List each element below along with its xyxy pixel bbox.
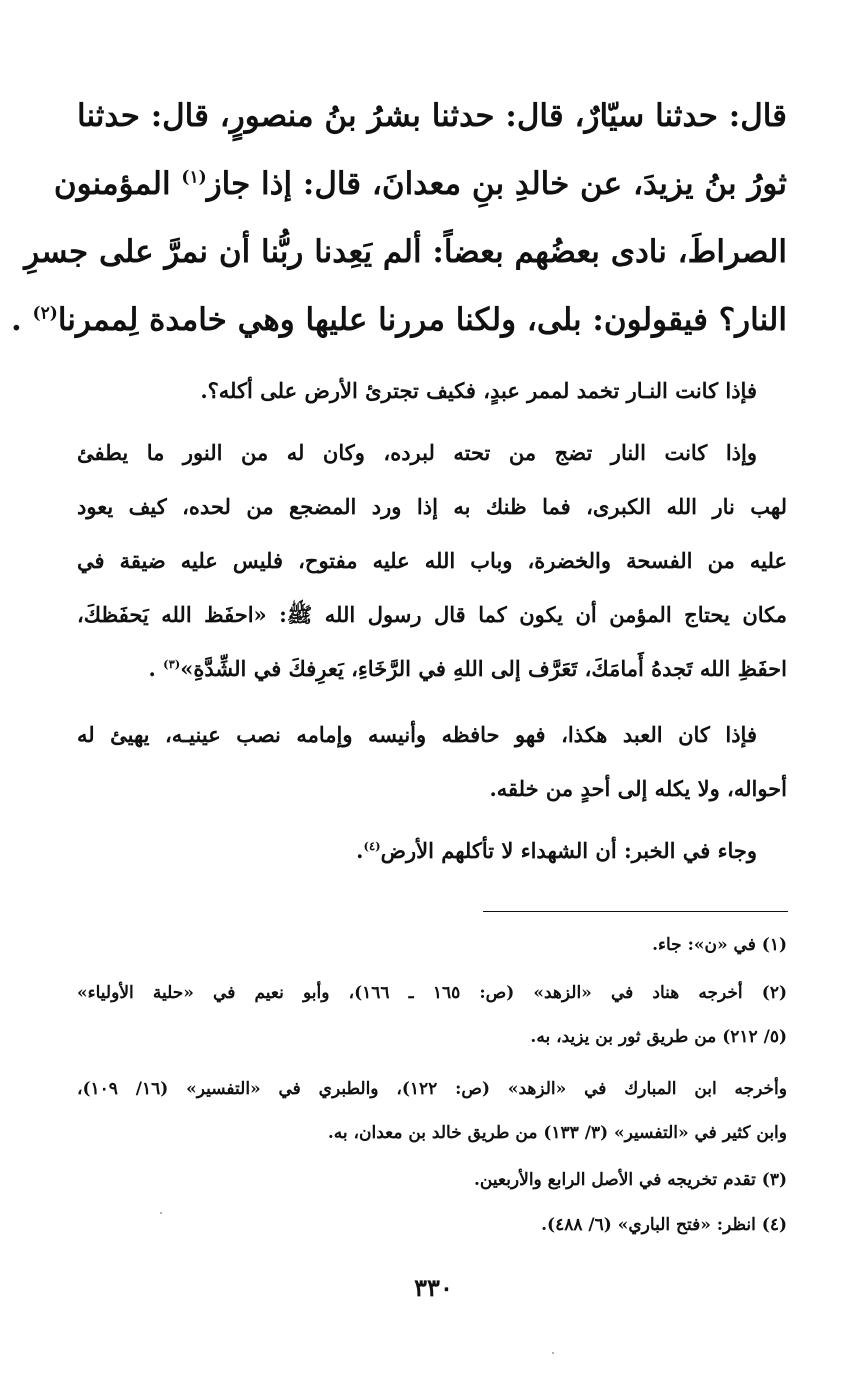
footnote-text: (١) في «ن»: جاء. [652, 935, 787, 955]
footnote-marker: (٣) [163, 657, 181, 671]
footnote-text: وابن كثير في «التفسير» (٣/ ١٣٣) من طريق خالد بن معدان، به. [327, 1123, 787, 1143]
footnote-marker: (٤) [363, 839, 381, 853]
footnote-text: (٢) أخرجه هناد في «الزهد» (ص: ١٦٥ ـ ١٦٦)، وأبو نعيم في «حلية الأولياء» [77, 983, 787, 1003]
commentary-line-6 [77, 656, 787, 681]
footnote-2-line-1 [77, 983, 787, 1003]
commentary-span: فإذا كان العبد هكذا، فهو حافظه وأنيسه وإمامه نصب عينيـه، يهيئ له [77, 722, 757, 747]
main-text-span: ثورُ بنُ يزيدَ، عن خالدِ بنِ معدانَ، قال: إذا جاز [206, 166, 787, 202]
footnote-2-line-4 [77, 1123, 787, 1143]
footnote-2-line-2 [112, 1027, 787, 1047]
commentary-line-4 [77, 548, 787, 573]
main-text-span: الصراطَ، نادى بعضُهم بعضاً: ألم يَعِدنا ربُّنا أن نمرَّ على جسرِ [24, 234, 787, 270]
footnote-text: وأخرجه ابن المبارك في «الزهد» (ص: ١٢٢)، والطبري في «التفسير» (١٦/ ١٠٩)، [77, 1079, 787, 1099]
commentary-span: . [148, 656, 164, 681]
commentary-line-3 [77, 494, 787, 519]
commentary-span: وجاء في الخبر: أن الشهداء لا تأكلهم الأرض [380, 838, 757, 863]
commentary-line-1 [77, 378, 757, 403]
footnote-marker: (١) [181, 167, 207, 188]
footnote-text: (٥/ ٢١٢) من طريق ثور بن يزيد، به. [530, 1027, 787, 1047]
main-text-span: . [10, 302, 33, 338]
main-text-span: قال: حدثنا سيّارٌ، قال: حدثنا بشرُ بنُ منصورٍ، قال: حدثنا [77, 98, 787, 134]
page-number: ٣٣٠ [414, 1273, 453, 1302]
footnote-3 [77, 1170, 787, 1190]
commentary-line-2 [77, 440, 757, 465]
footnote-1 [77, 935, 787, 955]
main-text-span: المؤمنون [53, 166, 182, 202]
footnote-text: (٣) تقدم تخريجه في الأصل الرابع والأربعين. [474, 1170, 787, 1190]
commentary-line-8 [77, 776, 787, 801]
main-text-span: النار؟ فيقولون: بلى، ولكنا مررنا عليها وهي خامدة لِممرنا [57, 302, 787, 338]
footnote-separator [483, 911, 788, 912]
commentary-span: أحواله، ولا يكله إلى أحدٍ من خلقه. [489, 776, 787, 801]
commentary-span: مكان يحتاج المؤمن أن يكون كما قال رسول الله ﷺ: «احفَظ الله يَحفَظكَ، [77, 602, 787, 627]
commentary-span: فإذا كانت النـار تخمد لممر عبدٍ، فكيف تجترئ الأرض على أكله؟. [200, 378, 757, 403]
commentary-span: عليه من الفسحة والخضرة، وباب الله عليه مفتوح، فليس عليه ضيقة في [77, 548, 787, 573]
footnote-marker: (٢) [32, 303, 58, 324]
commentary-span: . [356, 838, 364, 863]
scan-speck [160, 1212, 162, 1214]
scan-speck [552, 1352, 554, 1354]
footnote-4 [77, 1215, 787, 1235]
footnote-2-line-3 [77, 1079, 787, 1099]
main-text-line-4 [10, 302, 787, 338]
commentary-span: وإذا كانت النار تضج من تحته لبرده، وكان له من النور ما يطفئ [77, 440, 757, 465]
commentary-line-7 [77, 722, 757, 747]
commentary-span: احفَظِ الله تَجدهُ أَمامَكَ، تَعَرَّف إلى اللهِ في الرَّخَاءِ، يَعرِفكَ في الشِّدَّةِ» [180, 656, 787, 681]
commentary-line-9 [77, 838, 757, 863]
main-text-line-1 [77, 98, 787, 134]
main-text-line-2 [53, 166, 787, 202]
main-text-line-3 [24, 234, 787, 270]
commentary-span: لهب نار الله الكبرى، فما ظنك به إذا ورد المضجع من لحده، كيف يعود [77, 494, 787, 519]
commentary-line-5 [77, 602, 787, 633]
footnote-text: (٤) انظر: «فتح الباري» (٦/ ٤٨٨). [541, 1215, 787, 1235]
